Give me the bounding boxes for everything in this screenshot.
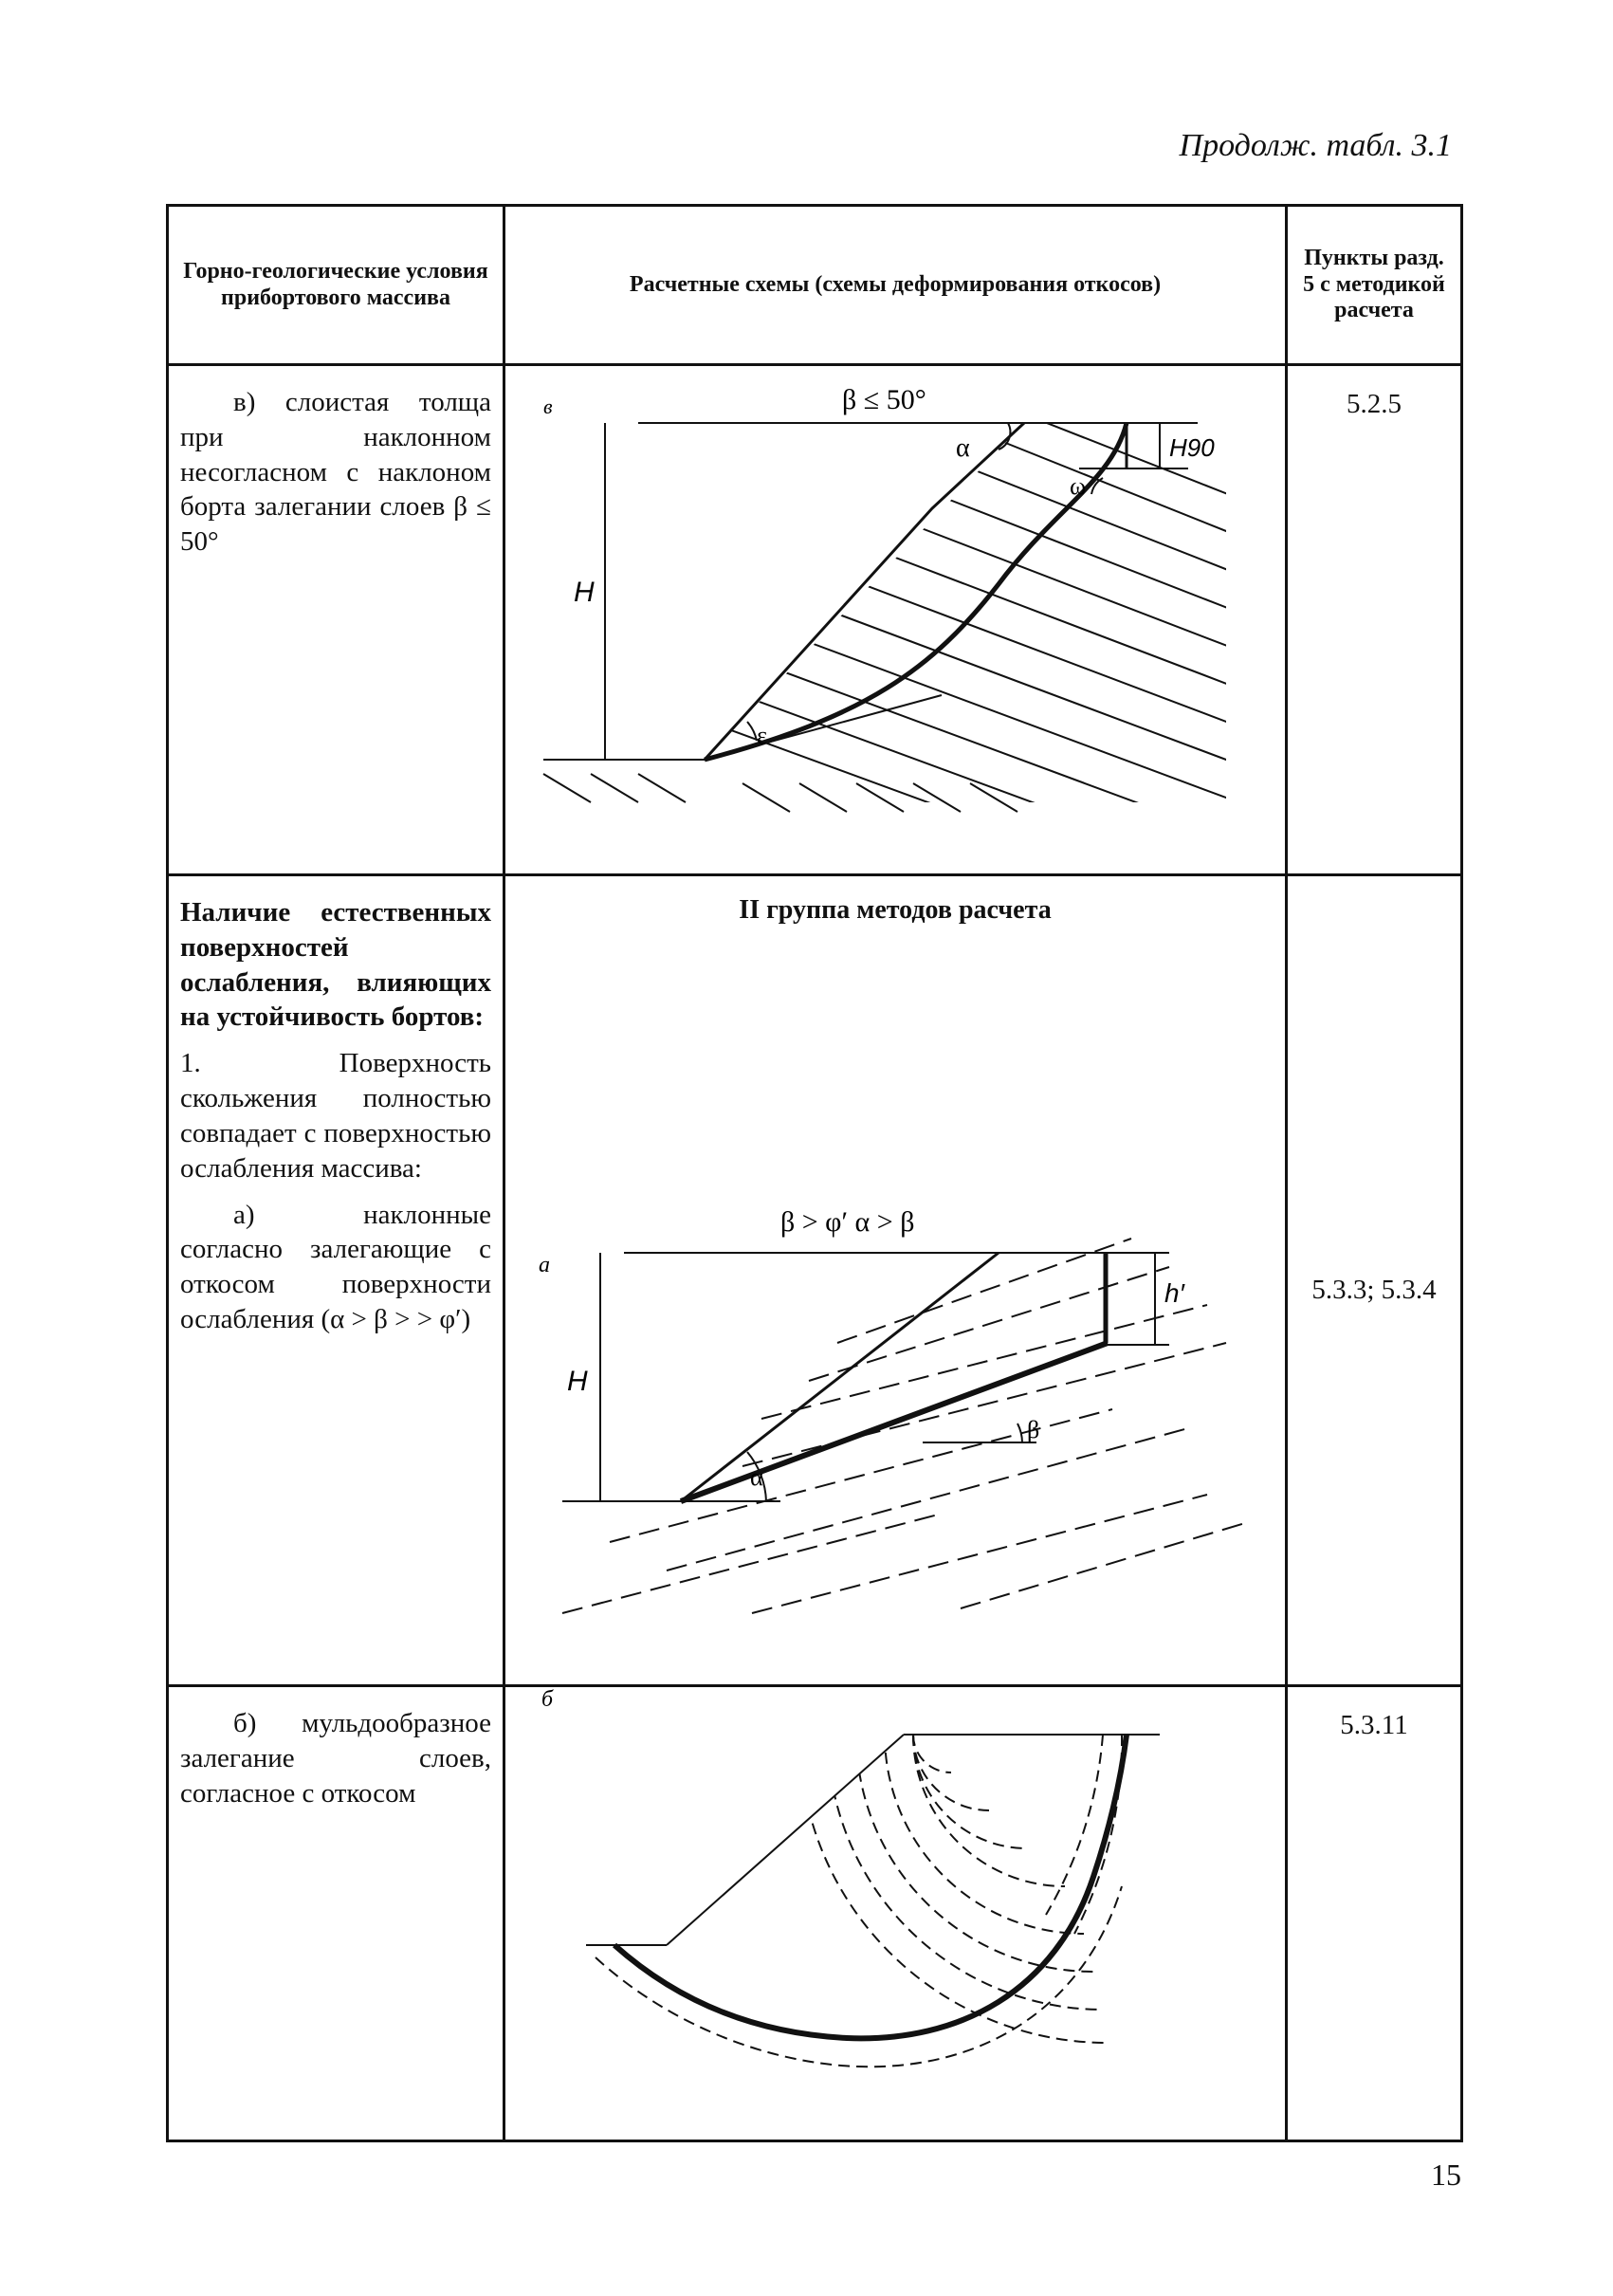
base-hatching: [543, 774, 1017, 812]
height-label: H: [567, 1366, 588, 1397]
beta-label: β: [1027, 1416, 1040, 1443]
rock-layers-hatching: [695, 404, 1264, 873]
slope-face: [705, 423, 1024, 760]
h90-label: H90: [1169, 433, 1215, 462]
slope-diagram-planar: [505, 935, 1288, 1684]
condition-cell: [168, 1686, 504, 2141]
weakness-planes: [562, 1239, 1245, 1613]
syncline-layers: [799, 1735, 1108, 2043]
slope-face: [681, 1253, 999, 1501]
scheme-cell: [504, 875, 1287, 1686]
slope-diagram-syncline: [505, 1687, 1288, 2140]
reference-cell: [1287, 875, 1462, 1686]
slope-diagram-layered: [505, 366, 1288, 873]
header-references: Пункты разд. 5 с методикой расчета: [1287, 206, 1462, 365]
figure-letter: в: [543, 395, 553, 418]
scheme-cell: [504, 1686, 1287, 2141]
epsilon-label: ε: [757, 722, 767, 749]
slip-plane: [681, 1343, 1108, 1501]
alpha-label: α: [750, 1463, 763, 1491]
group-heading: II группа методов расчета: [739, 895, 1052, 925]
condition-heading: Наличие естественных поверхностей ослабления, влияющих на устойчивость бортов:: [180, 897, 491, 1033]
crack-depth-label: h′: [1164, 1278, 1184, 1308]
figure-letter: а: [539, 1253, 550, 1277]
height-label: H: [574, 577, 595, 608]
reference-text: 5.3.11: [1340, 1710, 1408, 1740]
condition-cell: [168, 875, 504, 1686]
methods-table: [166, 204, 1463, 2142]
header-schemes: Расчетные схемы (схемы деформирования откосов): [504, 206, 1287, 365]
figure-letter: б: [541, 1687, 554, 1712]
condition-item-1: 1. Поверхность скольжения полностью совпадает с поверхностью ослабления массива:: [180, 1048, 491, 1184]
alpha-label: α: [956, 433, 970, 463]
slip-surface: [705, 423, 1127, 760]
reference-text: 5.3.3; 5.3.4: [1311, 1275, 1437, 1305]
header-conditions: Горно-геологические условия прибортового массива: [168, 206, 504, 365]
slope-face: [667, 1735, 904, 1945]
omega-label: ω: [1070, 472, 1087, 500]
condition-text: б) мульдообразное залегание слоев, согласное с откосом: [180, 1708, 491, 1809]
condition-text: в) слоистая толща при наклонном несогласном с наклоном борта залегании слоев β ≤ 50°: [180, 387, 491, 558]
reference-cell: [1287, 365, 1462, 875]
tangent-line: [705, 695, 942, 760]
scheme-cell: [504, 365, 1287, 875]
diagram-title: β > φ′ α > β: [780, 1206, 915, 1238]
page-number: 15: [1431, 2158, 1461, 2192]
table-row: [168, 365, 1462, 875]
reference-cell: [1287, 1686, 1462, 2141]
continuation-label: Продолж. табл. 3.1: [1179, 128, 1452, 163]
table-row: [168, 1686, 1462, 2141]
diagram-title: β ≤ 50°: [842, 384, 926, 415]
table-row: [168, 875, 1462, 1686]
reference-text: 5.2.5: [1347, 389, 1402, 419]
condition-item-a: а) наклонные согласно залегающие с откосом поверхности ослабления (α > β > > φ′): [180, 1199, 491, 1335]
condition-cell: [168, 365, 504, 875]
table-header-row: [168, 206, 1462, 365]
